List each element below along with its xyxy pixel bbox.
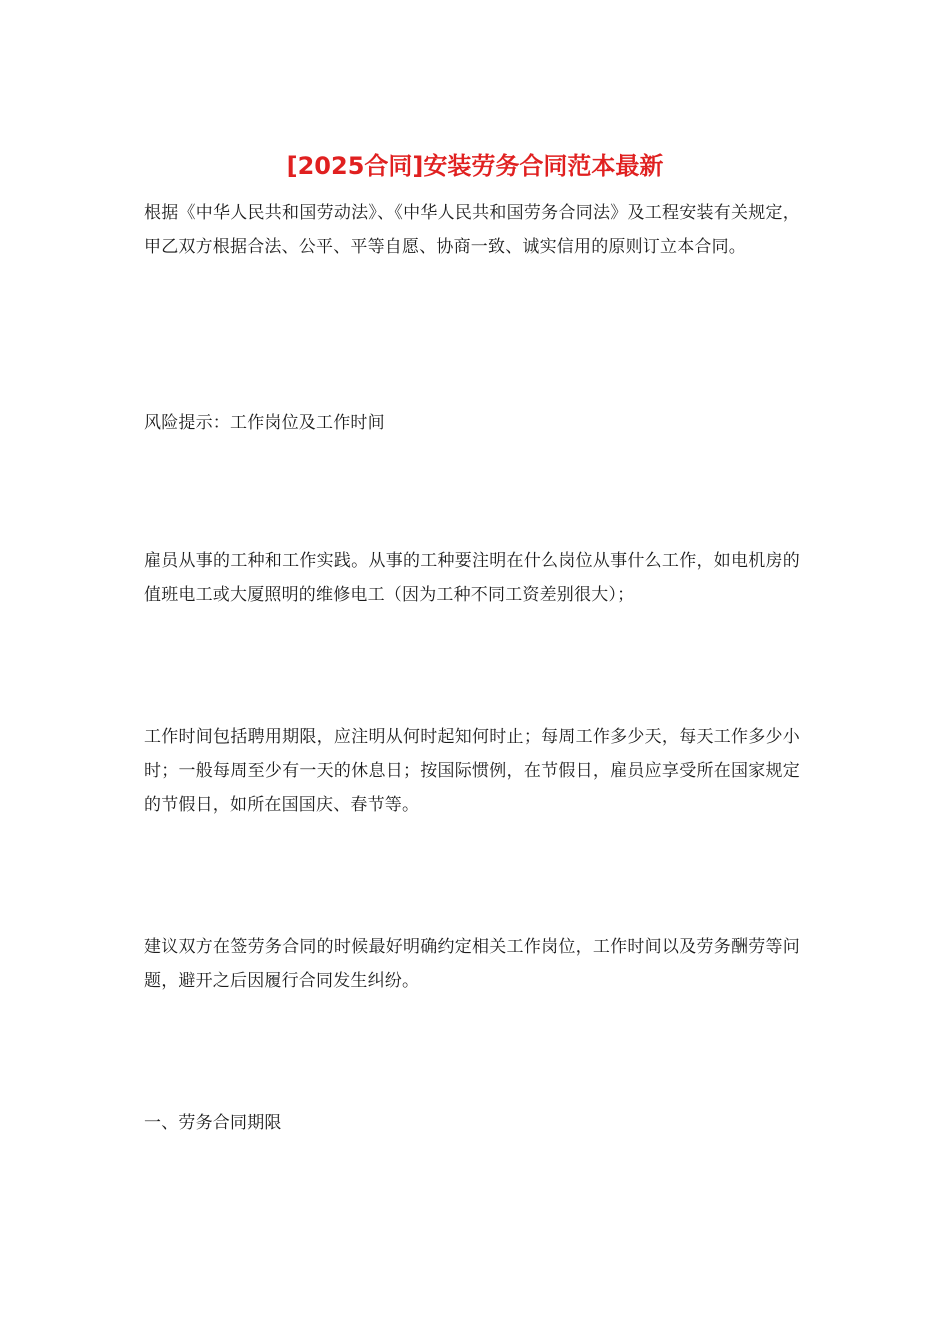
document-title: [2025合同]安装劳务合同范本最新 bbox=[286, 152, 664, 180]
paragraph-job-type: 雇员从事的工种和工作实践。从事的工种要注明在什么岗位从事什么工作，如电机房的值班电工或大厦照明的维修电工（因为工种不同工资差别很大）； bbox=[144, 551, 800, 605]
paragraph-working-hours: 工作时间包括聘用期限，应注明从何时起知何时止；每周工作多少天，每天工作多少小时；一般每周至少有一天的休息日；按国际惯例，在节假日，雇员应享受所在国家规定的节假日，如所在国国庆、春节等。 bbox=[144, 727, 800, 815]
paragraph-recommendation: 建议双方在签劳务合同的时候最好明确约定相关工作岗位，工作时间以及劳务酬劳等问题，避开之后因履行合同发生纠纷。 bbox=[144, 937, 800, 991]
section-heading-contract-term: 一、劳务合同期限 bbox=[144, 1113, 282, 1133]
paragraph-risk-notice: 风险提示：工作岗位及工作时间 bbox=[144, 413, 385, 433]
paragraph-preamble: 根据《中华人民共和国劳动法》、《中华人民共和国劳务合同法》及工程安装有关规定，甲乙双方根据合法、公平、平等自愿、协商一致、诚实信用的原则订立本合同。 bbox=[144, 203, 800, 257]
